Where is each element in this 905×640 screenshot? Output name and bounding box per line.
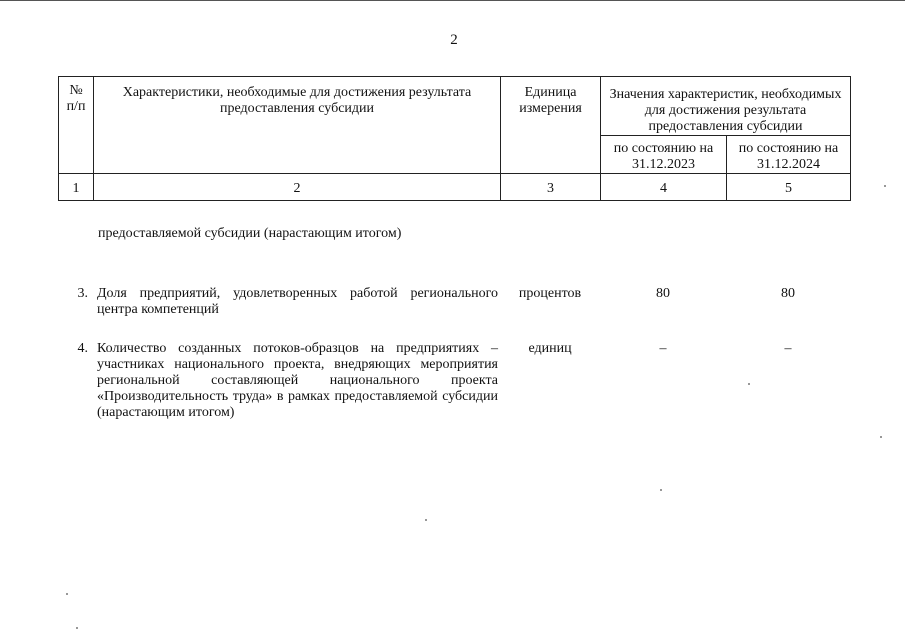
top-rule xyxy=(0,0,905,1)
page-number: 2 xyxy=(450,32,458,48)
header-col-number: № п/п xyxy=(59,77,94,174)
scan-speck xyxy=(880,436,882,438)
scan-speck xyxy=(66,593,68,595)
scan-speck xyxy=(425,519,427,521)
header-col-values: Значения характеристик, необходимых для достижения результата предоставления субсидии xyxy=(601,77,851,136)
row-value-2023: 80 xyxy=(656,286,670,301)
scan-speck xyxy=(76,627,78,629)
row-unit: единиц xyxy=(528,341,572,356)
continuation-text: предоставляемой субсидии (нарастающим итогом) xyxy=(98,226,402,241)
row-unit: процентов xyxy=(518,286,582,301)
scan-speck xyxy=(884,185,886,187)
header-col-date-2024: по состоянию на 31.12.2024 xyxy=(727,136,851,174)
row-value-2024: 80 xyxy=(781,286,795,301)
row-value-2023: – xyxy=(659,341,667,356)
row-number: 4. xyxy=(77,341,88,356)
column-index-row xyxy=(59,174,851,201)
scan-speck xyxy=(748,383,750,385)
header-col-unit: Единица измерения xyxy=(501,77,601,174)
row-description: Доля предприятий, удовлетворенных работой регионального центра компетенций xyxy=(97,286,498,317)
row-description: Количество созданных потоков-образцов на предприятиях – участниках национального проекта, внедряющих мероприятия региональной составляющей национального проекта «Производительность труда» в рамках предоставляемой субсидии (нарастающим итогом) xyxy=(97,341,498,420)
row-value-2024: – xyxy=(784,341,792,356)
column-index-cell: 5 xyxy=(727,174,851,201)
column-index-cell: 4 xyxy=(601,174,727,201)
row-number: 3. xyxy=(77,286,88,301)
header-table xyxy=(58,76,851,201)
column-index-cell: 2 xyxy=(94,174,501,201)
header-col-date-2023: по состоянию на 31.12.2023 xyxy=(601,136,727,174)
column-index-cell: 1 xyxy=(59,174,94,201)
header-col-characteristics: Характеристики, необходимые для достижения результата предоставления субсидии xyxy=(94,77,501,174)
scan-speck xyxy=(660,489,662,491)
column-index-cell: 3 xyxy=(501,174,601,201)
